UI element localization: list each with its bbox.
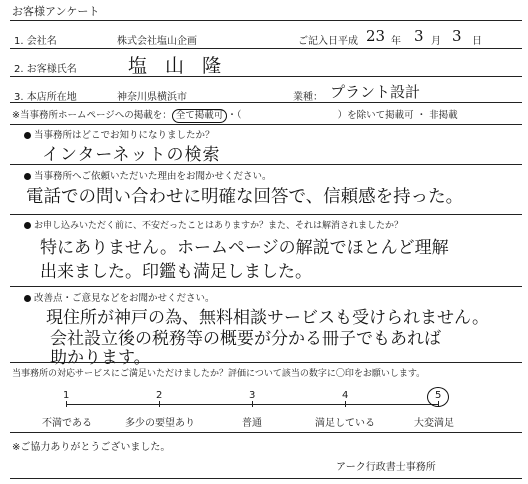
date-era: 平成: [338, 36, 358, 47]
header-rule: [10, 20, 522, 21]
name-value: 塩 山 隆: [128, 55, 228, 77]
rating-label-4: 満足している: [315, 418, 375, 429]
q1-text: 当事務所はどこでお知りになりましたか？: [34, 130, 215, 141]
consent-suffix: ）を除いて掲載可 ・ 非掲載: [337, 110, 458, 121]
footer-office: アーク行政書士事務所: [336, 462, 436, 473]
date-month-unit: 月: [431, 36, 441, 47]
rating-tick: [252, 401, 253, 407]
industry-label: 業種：: [293, 92, 323, 103]
date-label: ご記入日: [298, 36, 338, 47]
q3-rule: [10, 286, 522, 287]
rating-num-4[interactable]: 4: [342, 390, 349, 401]
date-month: 3: [414, 27, 424, 45]
q1-rule: [10, 164, 522, 165]
consent-prefix: ※当事務所ホームページへの掲載を：: [12, 110, 172, 121]
rating-rule: [10, 432, 522, 433]
rating-num-2[interactable]: 2: [156, 390, 163, 401]
date-year: 23: [366, 27, 386, 45]
date-year-unit: 年: [391, 36, 401, 47]
name-label: 2. お客様氏名: [14, 64, 77, 75]
bullet-icon: [24, 132, 31, 139]
bullet-icon: [24, 295, 31, 302]
rating-prompt: 当事務所の対応サービスにご満足いただけましたか？評価について該当の数字に〇印をお願いします。: [12, 369, 426, 379]
company-label: 1. 会社名: [14, 36, 57, 47]
rating-label-3: 普通: [242, 418, 262, 429]
footer-thanks: ※ご協力ありがとうございました。: [12, 442, 171, 453]
rating-tick: [66, 401, 67, 407]
rating-tick: [159, 401, 160, 407]
rating-label-2: 多少の要望あり: [125, 418, 195, 429]
q4-answer-line3: 助かります。: [50, 348, 151, 368]
company-value: 株式会社塩山企画: [117, 36, 197, 47]
rating-num-1[interactable]: 1: [63, 390, 70, 401]
industry-value: プラント設計: [330, 83, 421, 101]
bullet-icon: [24, 222, 31, 229]
hq-label: 3. 本店所在地: [14, 92, 77, 103]
date-day-unit: 日: [472, 36, 482, 47]
hq-value: 神奈川県横浜市: [117, 92, 187, 103]
rating-tick: [345, 401, 346, 407]
consent-rule: [10, 124, 522, 125]
q3-answer-line2: 出来ました。印鑑も満足しました。: [40, 262, 312, 282]
date-day: 3: [452, 27, 462, 45]
rating-label-1: 不満である: [42, 418, 92, 429]
row3-rule: [10, 102, 522, 103]
q4-prompt: [24, 290, 215, 304]
form-title: お客様アンケート: [12, 5, 100, 18]
rating-num-5[interactable]: 5: [435, 390, 442, 401]
q3-answer-line1: 特にありません。ホームページの解説でほとんど理解: [40, 238, 449, 258]
q2-rule: [10, 214, 522, 215]
rating-label-5: 大変満足: [414, 418, 454, 429]
row1-rule: [10, 48, 522, 49]
q2-text: 当事務所へご依頼いただいた理由をお聞かせください。: [34, 171, 272, 182]
bullet-icon: [24, 173, 31, 180]
q3-text: お申し込みいただく前に、不安だったことはありますか？また、それは解消されましたか？: [34, 221, 404, 231]
consent-line: [12, 107, 458, 123]
q3-prompt: [24, 218, 403, 231]
rating-num-3[interactable]: 3: [249, 390, 256, 401]
q2-prompt: [24, 168, 272, 182]
q1-answer: インターネットの検索: [42, 145, 221, 165]
footer-rule: [10, 478, 522, 479]
q4-answer-line1: 現住所が神戸の為、無料相談サービスも受けられません。: [46, 308, 490, 328]
row2-rule: [10, 76, 522, 77]
q1-prompt: [24, 127, 215, 141]
consent-circled: 全て掲載可: [172, 109, 228, 123]
q4-answer-line2: 会社設立後の税務等の概要が分かる冊子でもあれば: [50, 329, 441, 349]
consent-mid: ・（: [227, 110, 242, 121]
q4-text: 改善点・ご意見などをお聞かせください。: [34, 293, 215, 304]
q4-rule: [10, 362, 522, 363]
q2-answer: 電話での問い合わせに明確な回答で、信頼感を持った。: [26, 187, 464, 207]
rating-selected-circle: [427, 387, 449, 407]
